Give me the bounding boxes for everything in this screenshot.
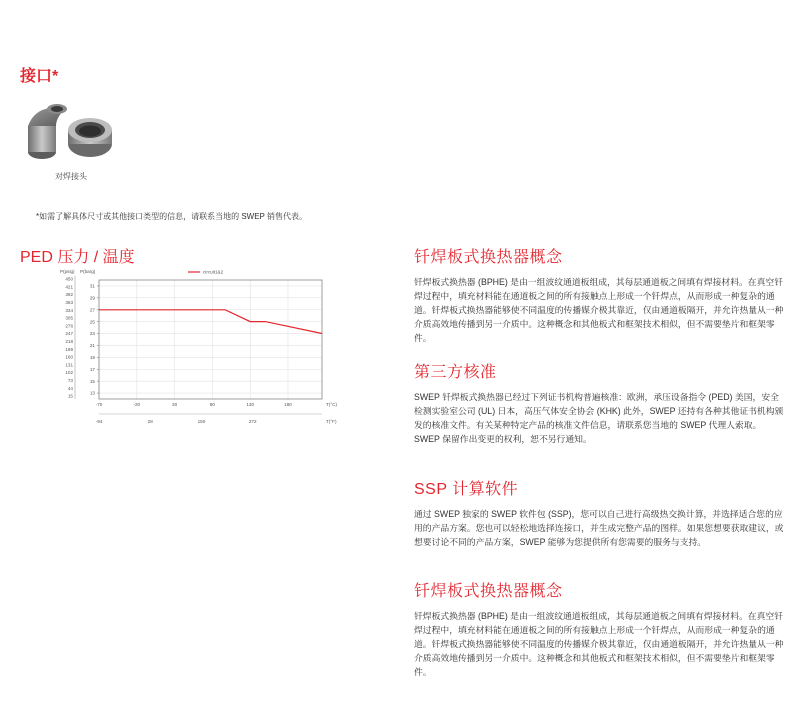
section-title: SSP 计算软件 [414, 481, 519, 498]
fitting-caption: 对焊接头 [55, 172, 87, 181]
psig-tick-label: 189 [65, 346, 73, 352]
bar-tick-label: 31 [89, 283, 95, 289]
celsius-tick-label: -70 [95, 402, 103, 407]
fahrenheit-tick-label: 272 [248, 419, 257, 424]
ped-pressure-temperature-chart [60, 268, 360, 430]
weld-fitting-image [20, 96, 115, 164]
celsius-tick-label: -20 [133, 402, 141, 407]
celsius-tick-label: 30 [172, 402, 178, 407]
connections-title: 接口* [20, 68, 59, 85]
section-body: 钎焊板式换热器 (BPHE) 是由一组波纹通道板组成，其每层通道板之间填有焊接材料。在真空钎焊过程中，填充材料能在通道板之间的所有接触点上形成一个钎焊点，从而形成一种复杂的通道。钎焊板式换热器能够使不同温度的传播媒介极其靠近，仅由通道板隔开，并允许热量从一种介质高效地传播到另一介质中。这种概念和其他板式和框架技术相似，但不需要垫片和框架零件。 [414, 611, 784, 677]
psig-tick-label: 44 [67, 385, 73, 391]
x-axis-label-celsius: T(°C) [326, 402, 338, 407]
y-axis-label-barg: P(barg) [80, 269, 96, 274]
psig-tick-label: 450 [65, 276, 73, 282]
section-bphe-concept [414, 244, 786, 345]
psig-tick-label: 305 [65, 315, 73, 321]
celsius-tick-label: 180 [284, 402, 292, 407]
bar-tick-label: 19 [89, 354, 95, 360]
fahrenheit-tick-label: -94 [95, 419, 103, 424]
fahrenheit-tick-label: 150 [197, 419, 206, 424]
section-bphe-concept-repeat [414, 578, 786, 679]
psig-tick-label: 218 [65, 339, 73, 344]
psig-tick-label: 276 [65, 323, 73, 329]
psig-tick-label: 160 [65, 354, 73, 360]
psig-tick-label: 363 [65, 300, 73, 305]
psig-tick-label: 334 [65, 307, 73, 313]
x-axis-label-fahrenheit: T(°F) [326, 419, 337, 424]
bar-tick-label: 25 [89, 319, 95, 325]
y-axis-label-psig: P(psig) [60, 269, 75, 274]
section-body: 钎焊板式换热器 (BPHE) 是由一组波纹通道板组成，其每层通道板之间填有焊接材料。在真空钎焊过程中，填充材料能在通道板之间的所有接触点上形成一个钎焊点，从而形成一种复杂的通道。钎焊板式换热器能够使不同温度的传播媒介极其靠近，仅由通道板隔开，并允许热量从一种介质高效地传播到另一介质中。这种概念和其他板式和框架技术相似，但不需要垫片和框架零件。 [414, 277, 784, 343]
ped-chart-title: PED 压力 / 温度 [20, 249, 135, 266]
bar-tick-label: 17 [89, 366, 95, 372]
section-title: 钎焊板式换热器概念 [414, 583, 563, 600]
connections-note: *如需了解具体尺寸或其他接口类型的信息，请联系当地的 SWEP 销售代表。 [36, 212, 307, 221]
psig-tick-label: 73 [67, 378, 73, 383]
bar-tick-label: 27 [89, 307, 95, 313]
celsius-tick-label: 80 [209, 402, 215, 407]
section-approvals [414, 359, 786, 446]
section-title: 第三方核准 [414, 364, 497, 381]
section-body: 通过 SWEP 独家的 SWEP 软件包 (SSP)，您可以自己进行高级热交换计算，并选择适合您的应用的产品方案。您也可以轻松地选择连接口，并生成完整产品的图样。如果您想要获取建议，或想要讨论不同的产品方案，SWEP 能够为您提供所有您需要的服务与支持。 [414, 509, 784, 547]
legend-label: circuit1&2 [203, 269, 224, 275]
bar-tick-label: 23 [89, 331, 95, 337]
bar-tick-label: 15 [89, 378, 95, 384]
psig-tick-label: 15 [67, 393, 73, 399]
bar-tick-label: 29 [89, 295, 95, 301]
bar-tick-label: 13 [89, 390, 95, 396]
bar-tick-label: 21 [89, 343, 95, 349]
section-title: 钎焊板式换热器概念 [414, 249, 563, 266]
psig-tick-label: 247 [65, 331, 73, 337]
celsius-tick-label: 130 [246, 402, 255, 407]
psig-tick-label: 392 [65, 292, 73, 298]
psig-tick-label: 102 [65, 370, 73, 376]
fahrenheit-tick-label: 28 [147, 419, 153, 424]
section-ssp-software [414, 476, 786, 549]
psig-tick-label: 421 [65, 284, 73, 290]
psig-tick-label: 131 [65, 362, 73, 368]
section-body: SWEP 钎焊板式换热器已经过下列证书机构普遍核准：欧洲，承压设备指令 (PED) 美国，安全检测实验室公司 (UL) 日本，高压气体安全协会 (KHK) 此外，SWEP 还持有各种其他证书机构颁发的核准文件。有关某种特定产品的核准文件信息，请联系您当地的 SWEP 代理人索取。SWEP 保留作出变更的权利，恕不另行通知。 [414, 392, 784, 444]
